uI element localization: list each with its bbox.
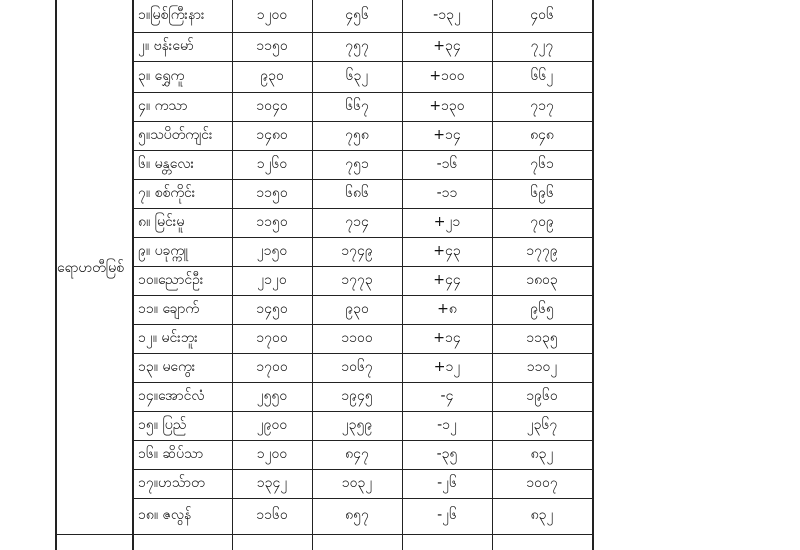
value-col2: ၁၇၇၃ [341, 272, 373, 288]
value-col1: ၁၇၀၀ [256, 330, 288, 346]
value-col4: ၁၇၇၉ [526, 243, 558, 259]
region-label: ရောဟတီမြစ် [57, 260, 124, 276]
value-col4: ၉၆၅ [530, 301, 554, 317]
value-col2: ၁၀၆၇ [341, 359, 373, 375]
value-col4: ၈၃၂ [530, 507, 554, 523]
value-col1: ၂၉၀၀ [256, 417, 288, 433]
row-divider [132, 411, 593, 412]
value-col4: ၁၀၀၇ [526, 475, 558, 491]
value-col4: ၁၁၀၂ [526, 359, 558, 375]
value-col4: ၄၀၆ [530, 7, 554, 23]
value-col2: ၇၅၈ [345, 127, 369, 143]
value-col4: ၈၃၂ [530, 446, 554, 462]
value-col3: +၁၄ [433, 330, 461, 346]
row-divider [132, 32, 593, 33]
value-col2: ၆၈၆ [345, 185, 369, 201]
value-col1: ၂၁၅၀ [256, 243, 288, 259]
value-col4: ၇၆၁ [530, 156, 554, 172]
value-col3: -၄ [440, 388, 454, 404]
station-name: ၁၆။ ဆိပ်သာ [138, 446, 204, 462]
station-name: ၁၁။ ချောက် [138, 301, 200, 317]
station-name: ၁၅။ ပြည် [138, 417, 187, 433]
value-col1: ၁၀၄၀ [256, 98, 288, 114]
value-col3: +၁၀၀ [429, 68, 465, 84]
value-col4: ၆၉၆ [530, 185, 554, 201]
value-col3: +၁၄ [433, 127, 461, 143]
value-col4: ၁၈၀၃ [526, 272, 558, 288]
value-col2: ၇၁၄ [345, 214, 369, 230]
station-name: ၃။ ရွှေကူ [138, 68, 185, 84]
row-divider [132, 324, 593, 325]
value-col4: ၇၀၉ [530, 214, 554, 230]
row-divider [132, 61, 593, 62]
row-divider [132, 295, 593, 296]
value-col1: ၁၁၅၀ [256, 214, 288, 230]
station-name: ၁၀။ညောင်ဦး [138, 272, 204, 288]
station-name: ၂။ ဗန်းမော် [138, 38, 194, 54]
value-col2: ၁၇၄၉ [341, 243, 373, 259]
value-col1: ၁၄၈၀ [256, 127, 288, 143]
station-name: ၁၄။အောင်လံ [138, 388, 205, 404]
value-col3: -၁၆ [436, 156, 458, 172]
value-col4: ၈၄၈ [530, 127, 554, 143]
value-col2: ၄၅၆ [345, 7, 369, 23]
value-col3: +၁၂ [433, 359, 461, 375]
row-divider [132, 353, 593, 354]
value-col4: ၁၁၃၅ [526, 330, 558, 346]
value-col1: ၁၃၄၂ [256, 475, 288, 491]
row-divider [132, 382, 593, 383]
value-col1: ၁၂၀၀ [256, 446, 288, 462]
value-col3: -၃၅ [436, 446, 458, 462]
value-col3: +၃၄ [433, 38, 461, 54]
value-col3: -၁၂ [437, 417, 457, 433]
row-divider [132, 469, 593, 470]
value-col2: ၁၉၄၅ [341, 388, 373, 404]
value-col4: ၆၆၂ [530, 68, 554, 84]
value-col1: ၁၇၀၀ [256, 359, 288, 375]
value-col2: ၉၃၀ [345, 301, 369, 317]
value-col4: ၇၁၇ [530, 98, 554, 114]
value-col3: -၁၁ [436, 185, 458, 201]
value-col1: ၁၄၅၀ [256, 301, 288, 317]
value-col1: ၁၁၅၀ [256, 185, 288, 201]
value-col2: ၆၆၇ [345, 98, 369, 114]
table-border-right [592, 0, 594, 550]
value-col2: ၁၁၀၀ [341, 330, 373, 346]
station-name: ၉။ ပခုက္ကူ [138, 243, 189, 259]
station-name: ၆။ မန္တလေး [138, 156, 195, 172]
row-divider [132, 121, 593, 122]
value-col3: +၁၃၀ [429, 98, 465, 114]
value-col3: -၂၆ [437, 475, 457, 491]
value-col1: ၁၂၀၀ [256, 7, 288, 23]
station-name: ၄။ ကသာ [138, 98, 188, 114]
row-divider [132, 237, 593, 238]
value-col3: +၂၁ [433, 214, 461, 230]
station-name: ၁၇။ဟသ်ာတ [138, 475, 205, 491]
station-name: ၁၂။ မင်းဘူး [138, 330, 198, 346]
value-col4: ၇၂၇ [530, 38, 554, 54]
row-divider [132, 92, 593, 93]
row-divider [132, 266, 593, 267]
value-col1: ၁၁၆၀ [256, 507, 288, 523]
value-col2: ၆၃၂ [345, 68, 369, 84]
station-name: ၅။သပိတ်ကျင်း [138, 127, 213, 143]
value-col4: ၁၉၆၀ [526, 388, 558, 404]
station-name: ၇။ စစ်ကိုင်း [138, 185, 196, 201]
value-col1: ၂၁၂၀ [257, 272, 287, 288]
station-name: ၁။မြစ်ကြီးနား [138, 7, 205, 23]
station-name: ၁၈။ ဇလွန် [138, 507, 192, 523]
section-divider [55, 534, 593, 535]
value-col3: +၄၃ [433, 243, 461, 259]
station-name: ၁၃။ မကွေး [138, 359, 196, 375]
value-col2: ၇၅၁ [345, 156, 369, 172]
value-col1: ၉၃၀ [260, 68, 284, 84]
region-column-divider [132, 0, 134, 550]
value-col3: +၄၄ [433, 272, 461, 288]
row-divider [132, 150, 593, 151]
row-divider [132, 208, 593, 209]
value-col3: -၂၆ [437, 507, 457, 523]
value-col4: ၂၃၆၇ [526, 417, 558, 433]
value-col1: ၁၁၅၀ [256, 38, 288, 54]
row-divider [132, 440, 593, 441]
value-col2: ၈၅၇ [345, 507, 369, 523]
value-col2: ၇၅၇ [345, 38, 369, 54]
value-col2: ၂၃၅၉ [341, 417, 373, 433]
value-col1: ၂၅၅၀ [256, 388, 288, 404]
value-col2: ၈၄၇ [345, 446, 369, 462]
row-divider [132, 498, 593, 499]
row-divider [132, 179, 593, 180]
value-col3: -၁၃၂ [433, 7, 461, 23]
value-col1: ၁၂၆၀ [256, 156, 288, 172]
value-col3: +၈ [437, 301, 457, 317]
value-col2: ၁၀၃၂ [341, 475, 373, 491]
station-name: ၈။ မြင်းမူ [138, 214, 185, 230]
